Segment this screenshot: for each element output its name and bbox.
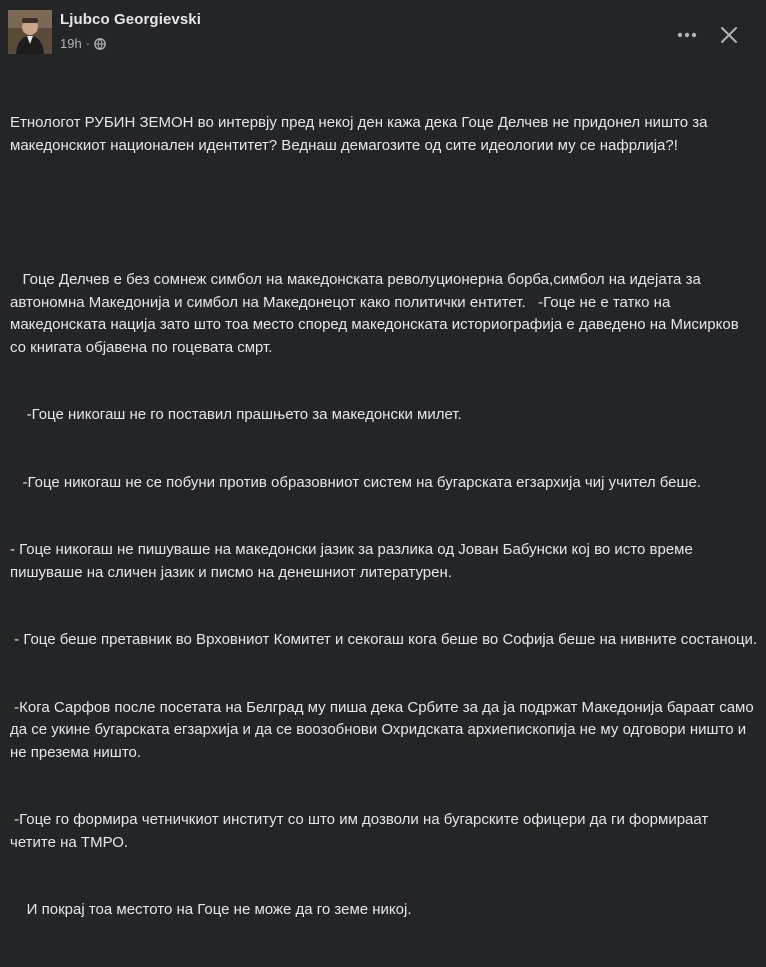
close-button[interactable] — [712, 18, 746, 52]
post-paragraph: - Гоце беше претавник во Врховниот Комитет и секогаш кога беше во Софија беше на нивните состаноци. — [10, 631, 758, 648]
post-paragraph: Етнологот РУБИН ЗЕМОН во интервју пред некој ден кажа дека Гоце Делчев не придонел ништо за македонскиот национален идентитет? Веднаш демагозите од сите идеологии му се нафрлија?! — [10, 114, 712, 154]
post-paragraph: -Гоце никогаш не се побуни против образовниот систем на бугарската егзархија чиј учител беше. — [10, 473, 702, 491]
globe-icon[interactable] — [94, 38, 106, 50]
avatar[interactable] — [8, 10, 52, 54]
ellipsis-icon — [677, 32, 697, 38]
post-paragraph: -Гоце го формира четничкиот институт со што им дозволи на бугарските офицери да ги формираат четите на ТМРО. — [10, 811, 713, 851]
post-paragraph: -Гоце никогаш не го поставил прашњето за македонски милет. — [10, 406, 462, 423]
close-icon — [720, 26, 738, 44]
post-body — [10, 67, 758, 967]
post-paragraph: -Кога Сарфов после посетата на Белград му пиша дека Србите за да ја подржат Македонија бараат само да се укине бугарската егзархија и да се воозобнови Охридската архиепископија не му одговори ништо и не презема ништо. — [10, 698, 758, 761]
paragraph-spacer — [10, 202, 758, 224]
author-name[interactable]: Ljubco Georgievski — [60, 11, 202, 28]
post-paragraph: - Гоце никогаш не пишуваше на македонски јазик за разлика од Јован Бабунски кој во исто време пишуваше на сличен јазик и писмо на денешниот литературен. — [10, 541, 697, 581]
post-meta — [60, 36, 106, 51]
post-paragraph: Гоце Делчев е без сомнеж симбол на македонската револуционерна борба,симбол на идејата за автономна Македонија и симбол на Македонецот како политички ентитет. -Гоце не е татко на македонската нација зато што тоа место според македонската историографија е даведено на Мисирков со книгата објавена по гоцевата смрт. — [10, 271, 743, 356]
post-header — [0, 0, 766, 64]
more-options-button[interactable] — [670, 18, 704, 52]
meta-separator: · — [85, 36, 91, 51]
post-paragraph: И покрај тоа местото на Гоце не може да го земе никој. — [10, 901, 412, 918]
post-time[interactable]: 19h — [60, 36, 82, 51]
